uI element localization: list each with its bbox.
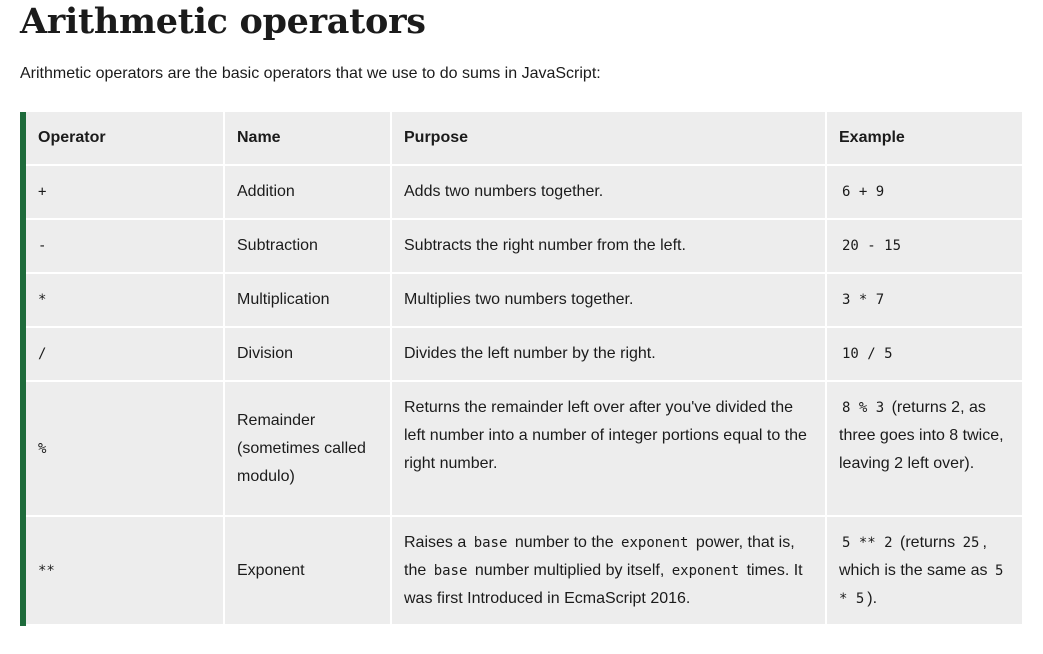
operator-cell: ** <box>26 516 224 625</box>
table-row <box>26 273 1022 327</box>
example-cell <box>826 516 1022 625</box>
purpose-text: power, that is, the <box>404 533 795 579</box>
example-cell <box>826 327 1022 381</box>
purpose-text: number to the <box>510 533 619 551</box>
table-row <box>26 219 1022 273</box>
name-cell: Remainder (sometimes called modulo) <box>224 381 391 516</box>
example-cell <box>826 165 1022 219</box>
example-code: 5 ** 2 <box>842 534 893 551</box>
purpose-cell: Subtracts the right number from the left. <box>391 219 826 273</box>
page-title: Arithmetic operators <box>20 1 426 42</box>
example-code: 10 / 5 <box>842 346 893 362</box>
operator-cell: / <box>26 327 224 381</box>
header-name: Name <box>224 112 391 165</box>
example-code: 20 - 15 <box>842 238 902 254</box>
operator-cell: % <box>26 381 224 516</box>
inline-code: base <box>433 562 468 579</box>
name-cell: Division <box>224 327 391 381</box>
example-text: ). <box>867 589 878 607</box>
inline-code: base <box>473 534 508 551</box>
inline-code: exponent <box>671 562 740 579</box>
purpose-cell: Multiplies two numbers together. <box>391 273 826 327</box>
example-text: (returns <box>895 533 960 551</box>
operator-cell: * <box>26 273 224 327</box>
table-row <box>26 327 1022 381</box>
header-purpose: Purpose <box>391 112 826 165</box>
example-cell <box>826 381 1022 516</box>
inline-code: exponent <box>621 534 689 551</box>
example-cell <box>826 273 1022 327</box>
purpose-text: Raises a <box>404 533 471 551</box>
name-cell: Multiplication <box>224 273 391 327</box>
operator-cell: - <box>26 219 224 273</box>
purpose-text: times. It was first Introduced in EcmaScript 2016. <box>404 561 803 607</box>
table-row <box>26 516 1022 625</box>
example-code: 3 * 7 <box>842 292 885 308</box>
operators-table-wrapper <box>20 112 1022 626</box>
example-text: , which is the same as <box>839 533 992 579</box>
name-cell: Exponent <box>224 516 391 625</box>
intro-paragraph: Arithmetic operators are the basic operators that we use to do sums in JavaScript: <box>20 65 601 82</box>
name-cell: Addition <box>224 165 391 219</box>
example-code: 25 <box>962 534 980 551</box>
table-row <box>26 381 1022 516</box>
purpose-cell: Returns the remainder left over after you've divided the left number into a number of integer portions equal to the right number. <box>391 381 826 516</box>
purpose-cell <box>391 516 826 625</box>
example-text: (returns 2, as three goes into 8 twice, leaving 2 left over). <box>839 399 1004 472</box>
example-cell <box>826 219 1022 273</box>
operator-cell: + <box>26 165 224 219</box>
purpose-cell: Divides the left number by the right. <box>391 327 826 381</box>
header-operator: Operator <box>26 112 224 165</box>
example-code: 5 * 5 <box>839 562 1004 607</box>
example-code: 8 % 3 <box>842 400 885 416</box>
purpose-cell: Adds two numbers together. <box>391 165 826 219</box>
example-code: 6 + 9 <box>842 184 885 200</box>
purpose-text: number multiplied by itself, <box>470 561 669 579</box>
header-example: Example <box>826 112 1022 165</box>
name-cell: Subtraction <box>224 219 391 273</box>
table-header-row <box>26 112 1022 165</box>
table-row <box>26 165 1022 219</box>
operators-table <box>26 112 1022 626</box>
